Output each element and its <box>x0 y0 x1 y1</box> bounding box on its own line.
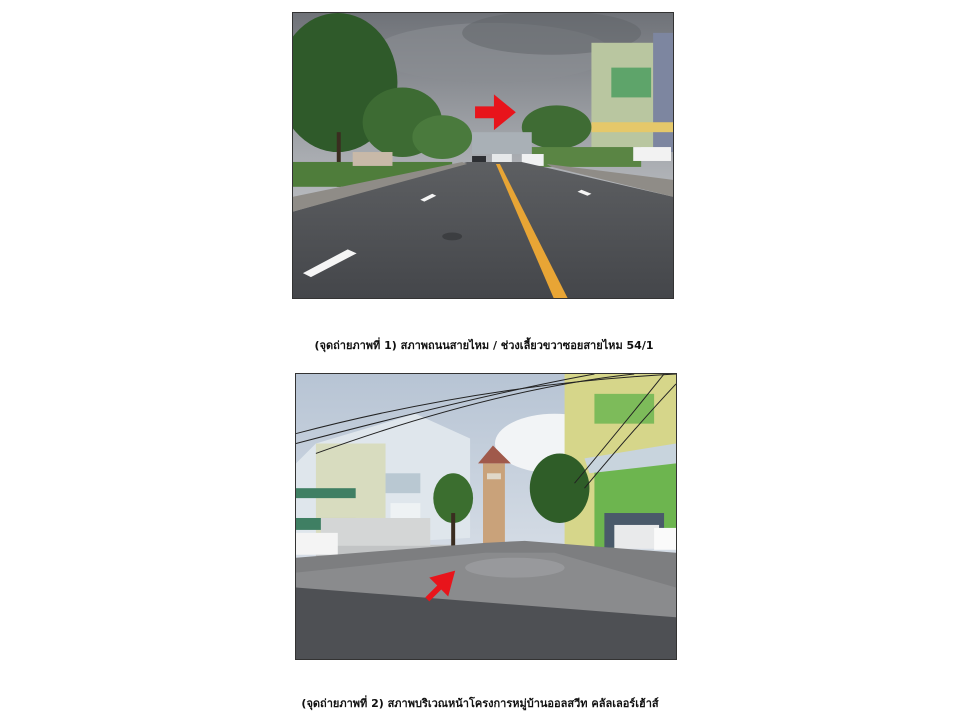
photo-1-image <box>293 13 673 298</box>
photo-1-caption: (จุดถ่ายภาพที่ 1) สภาพถนนสายไหม / ช่วงเลี้ยวขวาซอยสายไหม 54/1 <box>314 339 654 352</box>
photo-2-project-entrance <box>295 373 677 660</box>
photo-1-street-road <box>292 12 674 299</box>
photo-2-caption: (จุดถ่ายภาพที่ 2) สภาพบริเวณหน้าโครงการหมู่บ้านออลสวีท คลัลเลอร์เฮ้าส์ <box>301 697 659 710</box>
photo-2-image <box>296 374 676 659</box>
